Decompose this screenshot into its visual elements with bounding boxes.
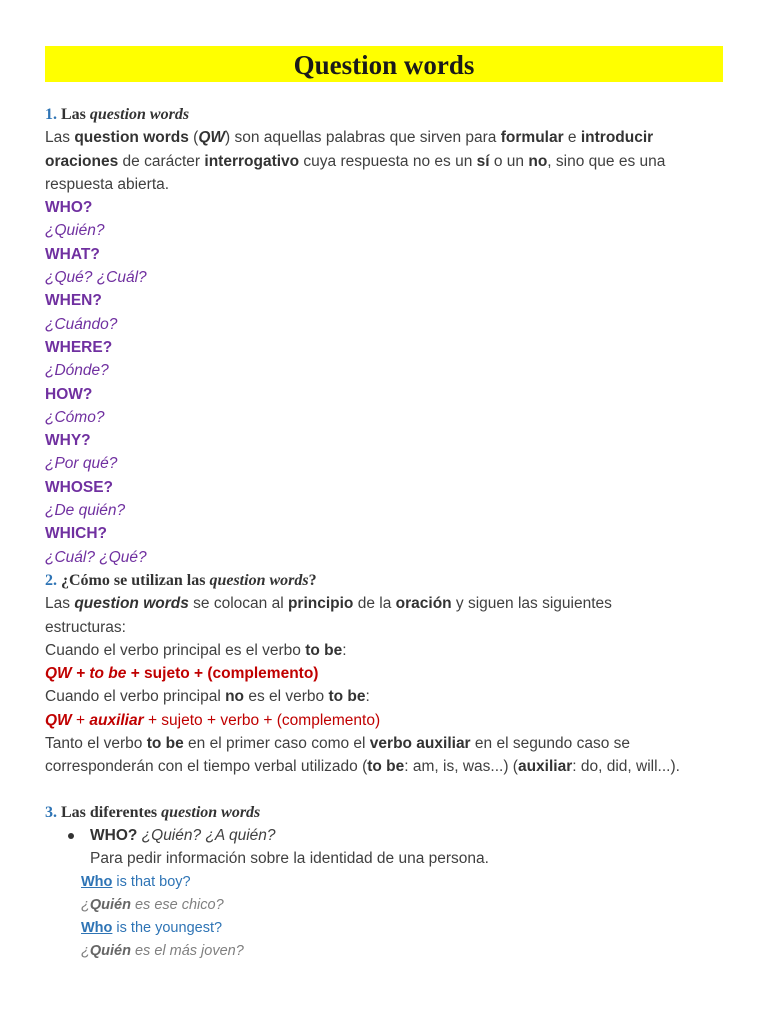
translation-how: ¿Cómo?: [45, 408, 105, 426]
example-english-1: Who is that boy?: [81, 873, 191, 890]
example-spanish-2: ¿Quién es el más joven?: [81, 943, 244, 960]
heading-emphasis: question words: [161, 803, 261, 821]
section-number: 3.: [45, 803, 57, 821]
section-3-heading: [45, 801, 725, 824]
question-word-whose: WHOSE?: [45, 478, 114, 496]
section-number: 2.: [45, 571, 57, 589]
question-word-who: WHO?: [45, 199, 93, 217]
section-2-heading: 2. ¿Cómo se utilizan las question words?: [45, 571, 317, 589]
title-banner: [45, 46, 723, 82]
question-word-which: WHICH?: [45, 525, 107, 543]
translation-where: ¿Dónde?: [45, 362, 109, 380]
translation-who: ¿Quién?: [45, 222, 105, 240]
heading-text: ¿Cómo se utilizan las: [61, 571, 206, 589]
case-to-be: Cuando el verbo principal es el verbo to be:: [45, 641, 347, 659]
intro-paragraph-line-3: respuesta abierta.: [45, 175, 170, 193]
case-not-to-be: Cuando el verbo principal no es el verbo to be:: [45, 688, 370, 706]
bullet-translation: ¿Quién? ¿A quién?: [137, 826, 276, 844]
heading-emphasis: question words: [89, 106, 190, 123]
document-body: [45, 103, 725, 964]
translation-what: ¿Qué? ¿Cuál?: [45, 269, 147, 287]
spacer: [45, 779, 725, 801]
formula-auxiliary: QW + auxiliar + sujeto + verbo + (complemento): [45, 711, 381, 729]
formula-to-be: QW + to be + sujeto + (complemento): [45, 665, 319, 683]
section-number: 1.: [45, 106, 57, 123]
heading-text: Las diferentes: [61, 803, 158, 821]
translation-when: ¿Cuándo?: [45, 315, 118, 333]
page-title: Question words: [293, 50, 475, 80]
translation-why: ¿Por qué?: [45, 455, 118, 473]
heading-text: Las: [61, 106, 86, 123]
explanation-line-1: Tanto el verbo to be en el primer caso como el verbo auxiliar en el segundo caso se: [45, 735, 631, 753]
question-word-why: WHY?: [45, 432, 91, 450]
question-word-when: WHEN?: [45, 292, 102, 310]
example-spanish-1: ¿Quién es ese chico?: [81, 896, 224, 913]
heading-emphasis: question words: [209, 571, 309, 589]
explanation-line-2: corresponderán con el tiempo verbal utilizado (to be: am, is, was...) (auxiliar: do, did, will...).: [45, 758, 680, 776]
structure-paragraph-line-1: Las question words se colocan al principio de la oración y siguen las siguientes: [45, 595, 612, 613]
intro-paragraph-line-2: oraciones de carácter interrogativo cuya respuesta no es un sí o un no, sino que es una: [45, 152, 666, 170]
translation-which: ¿Cuál? ¿Qué?: [45, 548, 147, 566]
bullet-icon: [68, 833, 74, 839]
question-word-what: WHAT?: [45, 245, 100, 263]
structure-paragraph-line-2: estructuras:: [45, 618, 126, 636]
example-english-2: Who is the youngest?: [81, 920, 223, 937]
section-1-heading: [45, 103, 725, 126]
question-word-where: WHERE?: [45, 338, 113, 356]
question-word-how: HOW?: [45, 385, 93, 403]
intro-paragraph-line-1: Las question words (QW) son aquellas palabras que sirven para formular e introducir: [45, 129, 654, 147]
translation-whose: ¿De quién?: [45, 502, 126, 520]
bullet-description: Para pedir información sobre la identidad de una persona.: [90, 850, 489, 868]
bullet-item-who: [45, 824, 725, 847]
bullet-term: WHO?: [90, 826, 138, 844]
